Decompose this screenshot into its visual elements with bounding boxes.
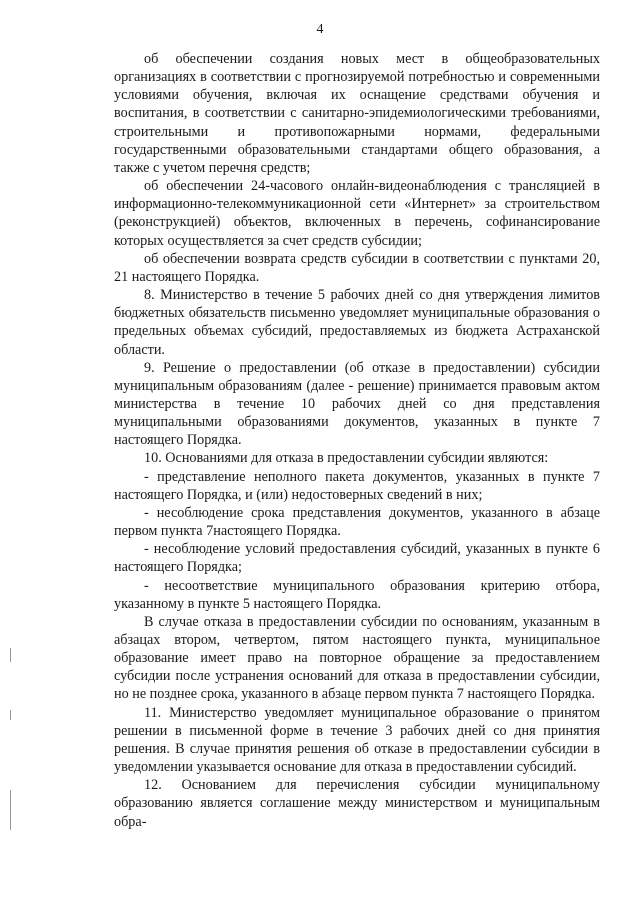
list-item-criteria-mismatch: - несоответствие муниципального образования критерию отбора, указанному в пункте 5 настоящего Порядка. bbox=[114, 577, 600, 612]
scan-artifact bbox=[10, 710, 11, 720]
paragraph-continuation-classrooms: об обеспечении создания новых мест в общеобразовательных организациях в соответствии с прогнозируемой потребностью и современными условиями обучения, включая их оснащение средствами обучения и воспитания, в соответствии с санитарно-эпидемиологическими требованиями, строительными и противопожарными нормами, федеральными государственными образовательными стандартами общего образования, а также с учетом перечня средств; bbox=[114, 51, 600, 176]
page-number: 4 bbox=[316, 22, 324, 37]
scan-artifact bbox=[10, 790, 11, 830]
scan-artifact bbox=[10, 648, 11, 662]
paragraph-item-9: 9. Решение о предоставлении (об отказе в предоставлении) субсидии муниципальным образованиям (далее - решение) принимается правовым актом министерства в течение 10 рабочих дней со дня представления муниципальными образованиями документов, указанных в пункте 7 настоящего Порядка. bbox=[114, 359, 600, 449]
document-body bbox=[114, 50, 600, 831]
paragraph-item-11: 11. Министерство уведомляет муниципальное образование о принятом решении в письменной форме в течение 3 рабочих дней со дня принятия решения. В случае принятия решения об отказе в предоставлении субсидии в уведомлении указывается основание для отказа в предоставлении субсидий. bbox=[114, 704, 600, 776]
paragraph-item-12: 12. Основанием для перечисления субсидии муниципальному образованию является соглашение между министерством и муниципальным обра- bbox=[114, 777, 600, 830]
paragraph-refusal-reapply: В случае отказа в предоставлении субсидии по основаниям, указанным в абзацах втором, четвертом, пятом настоящего пункта, муниципальное образование имеет право на повторное обращение за предоставлением субсидии после устранения оснований для отказа в предоставлении субсидии, но не позднее срока, указанного в абзаце первом пункта 7 настоящего Порядка. bbox=[114, 613, 600, 703]
paragraph-video-surveillance: об обеспечении 24-часового онлайн-видеонаблюдения с трансляцией в информационно-телекоммуникационной сети «Интернет» за строительством (реконструкцией) объектов, включенных в перечень, софинансирование которых осуществляется за счет средств субсидии; bbox=[114, 178, 600, 249]
paragraph-item-10: 10. Основаниями для отказа в предоставлении субсидии являются: bbox=[144, 450, 549, 467]
paragraph-subsidy-return: об обеспечении возврата средств субсидии в соответствии с пунктами 20, 21 настоящего Порядка. bbox=[114, 250, 600, 285]
list-item-deadline-violation: - несоблюдение срока представления документов, указанного в абзаце первом пункта 7настоящего Порядка. bbox=[114, 504, 600, 540]
paragraph-item-8: 8. Министерство в течение 5 рабочих дней со дня утверждения лимитов бюджетных обязательств письменно уведомляет муниципальные образования о предельных объемах субсидий, предоставляемых из бюджета Астраханской области. bbox=[114, 287, 600, 358]
list-item-conditions-violation: - несоблюдение условий предоставления субсидий, указанных в пункте 6 настоящего Порядка; bbox=[114, 541, 600, 576]
list-item-incomplete-documents: - представление неполного пакета документов, указанных в пункте 7 настоящего Порядка, и (или) недостоверных сведений в них; bbox=[114, 468, 600, 503]
